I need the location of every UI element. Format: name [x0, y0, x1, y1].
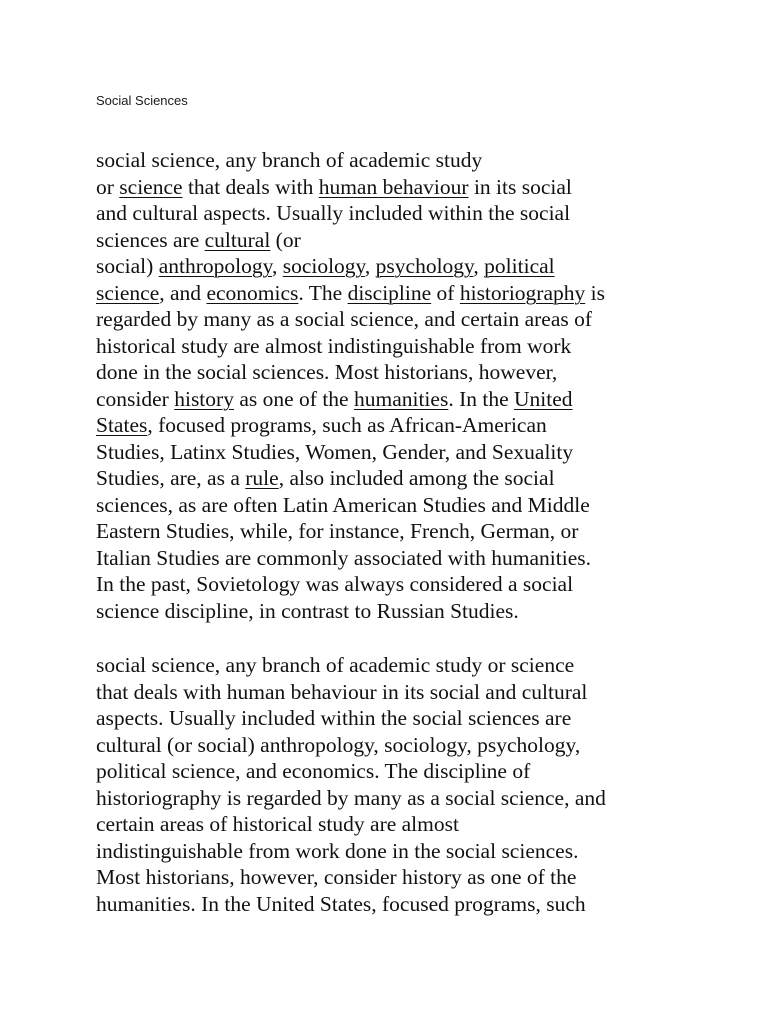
- text-line: [96, 811, 606, 838]
- text-line: [96, 174, 605, 201]
- text-line: [96, 758, 606, 785]
- text-line: [96, 333, 605, 360]
- text-line: [96, 891, 606, 918]
- text-run: of: [431, 280, 460, 305]
- text-run: , also included among the social: [278, 466, 555, 490]
- text-line: [96, 571, 605, 598]
- text-run: is: [585, 280, 605, 305]
- link-human-behaviour[interactable]: human behaviour: [318, 174, 469, 199]
- text-line: [96, 732, 606, 759]
- text-run: Most historians, however, consider history as one of the: [96, 865, 577, 889]
- text-run: or: [96, 174, 120, 199]
- text-run: , and: [159, 280, 207, 305]
- text-line: [96, 147, 605, 174]
- text-run: certain areas of historical study are almost: [96, 812, 459, 836]
- text-line: [96, 386, 605, 413]
- text-run: In the past, Sovietology was always considered a social: [96, 572, 574, 596]
- link-cultural[interactable]: cultural: [204, 227, 271, 252]
- text-run: social science, any branch of academic study or science: [96, 653, 575, 677]
- text-run: done in the social sciences. Most historians, however,: [96, 360, 558, 384]
- text-line: [96, 359, 605, 386]
- text-run: Eastern Studies, while, for instance, French, German, or: [96, 519, 579, 543]
- text-run: that deals with human behaviour in its social and cultural: [96, 679, 588, 704]
- document-header-title: Social Sciences: [96, 93, 188, 108]
- text-run: cultural (or social) anthropology, sociology, psychology,: [96, 732, 581, 757]
- link-rule[interactable]: rule: [245, 466, 279, 490]
- text-line: [96, 492, 605, 519]
- text-run: sciences are: [96, 227, 205, 252]
- text-line: [96, 412, 605, 439]
- text-line: [96, 253, 605, 280]
- text-run: and cultural aspects. Usually included within the social: [96, 201, 571, 225]
- text-line: [96, 306, 605, 333]
- text-run: . In the: [448, 386, 515, 411]
- text-line: [96, 200, 605, 227]
- paragraph-1: [96, 147, 605, 624]
- text-run: (or: [270, 227, 301, 252]
- text-run: political science, and economics. The discipline of: [96, 759, 531, 783]
- text-line: [96, 785, 606, 812]
- link-political[interactable]: political: [484, 254, 555, 278]
- link-discipline[interactable]: discipline: [347, 280, 432, 305]
- text-line: [96, 545, 605, 572]
- text-run: social science, any branch of academic study: [96, 148, 483, 172]
- text-line: [96, 518, 605, 545]
- text-run: consider: [96, 386, 175, 411]
- text-line: [96, 864, 606, 891]
- text-line: [96, 652, 606, 679]
- link-united[interactable]: United: [514, 386, 573, 411]
- text-run: , focused programs, such as African-American: [147, 413, 547, 437]
- text-run: Studies, are, as a: [96, 466, 246, 490]
- text-run: sciences, as are often Latin American Studies and Middle: [96, 492, 590, 517]
- text-run: regarded by many as a social science, and certain areas of: [96, 307, 593, 331]
- text-line: [96, 465, 605, 492]
- text-run: ,: [364, 254, 376, 278]
- link-historiography[interactable]: historiography: [459, 280, 586, 305]
- text-line: [96, 598, 605, 625]
- link-history[interactable]: history: [174, 386, 234, 411]
- paragraph-2: [96, 652, 606, 917]
- text-line: [96, 280, 605, 307]
- text-run: that deals with: [182, 174, 319, 199]
- link-humanities[interactable]: humanities: [353, 386, 449, 411]
- text-run: historiography is regarded by many as a social science, and: [96, 785, 606, 810]
- text-line: [96, 838, 606, 865]
- link-anthropology[interactable]: anthropology: [158, 254, 272, 278]
- link-science[interactable]: science: [119, 174, 183, 199]
- text-run: science discipline, in contrast to Russian Studies.: [96, 598, 519, 623]
- text-line: [96, 705, 606, 732]
- link-states[interactable]: States: [96, 413, 148, 437]
- text-run: Studies, Latinx Studies, Women, Gender, and Sexuality: [96, 439, 574, 464]
- text-run: Italian Studies are commonly associated with humanities.: [96, 545, 591, 570]
- text-run: social): [96, 254, 159, 278]
- text-run: in its social: [468, 174, 572, 199]
- text-line: [96, 679, 606, 706]
- text-run: humanities. In the United States, focused programs, such: [96, 891, 586, 916]
- link-science[interactable]: science: [96, 280, 160, 305]
- link-economics[interactable]: economics: [206, 280, 299, 305]
- text-run: ,: [271, 254, 283, 278]
- text-run: indistinguishable from work done in the social sciences.: [96, 838, 579, 863]
- text-run: aspects. Usually included within the social sciences are: [96, 706, 572, 730]
- link-psychology[interactable]: psychology: [375, 254, 474, 278]
- text-run: historical study are almost indistinguishable from work: [96, 333, 572, 358]
- text-run: as one of the: [233, 386, 354, 411]
- text-run: ,: [473, 254, 485, 278]
- text-run: . The: [298, 280, 348, 305]
- link-sociology[interactable]: sociology: [282, 254, 365, 278]
- text-line: [96, 227, 605, 254]
- text-line: [96, 439, 605, 466]
